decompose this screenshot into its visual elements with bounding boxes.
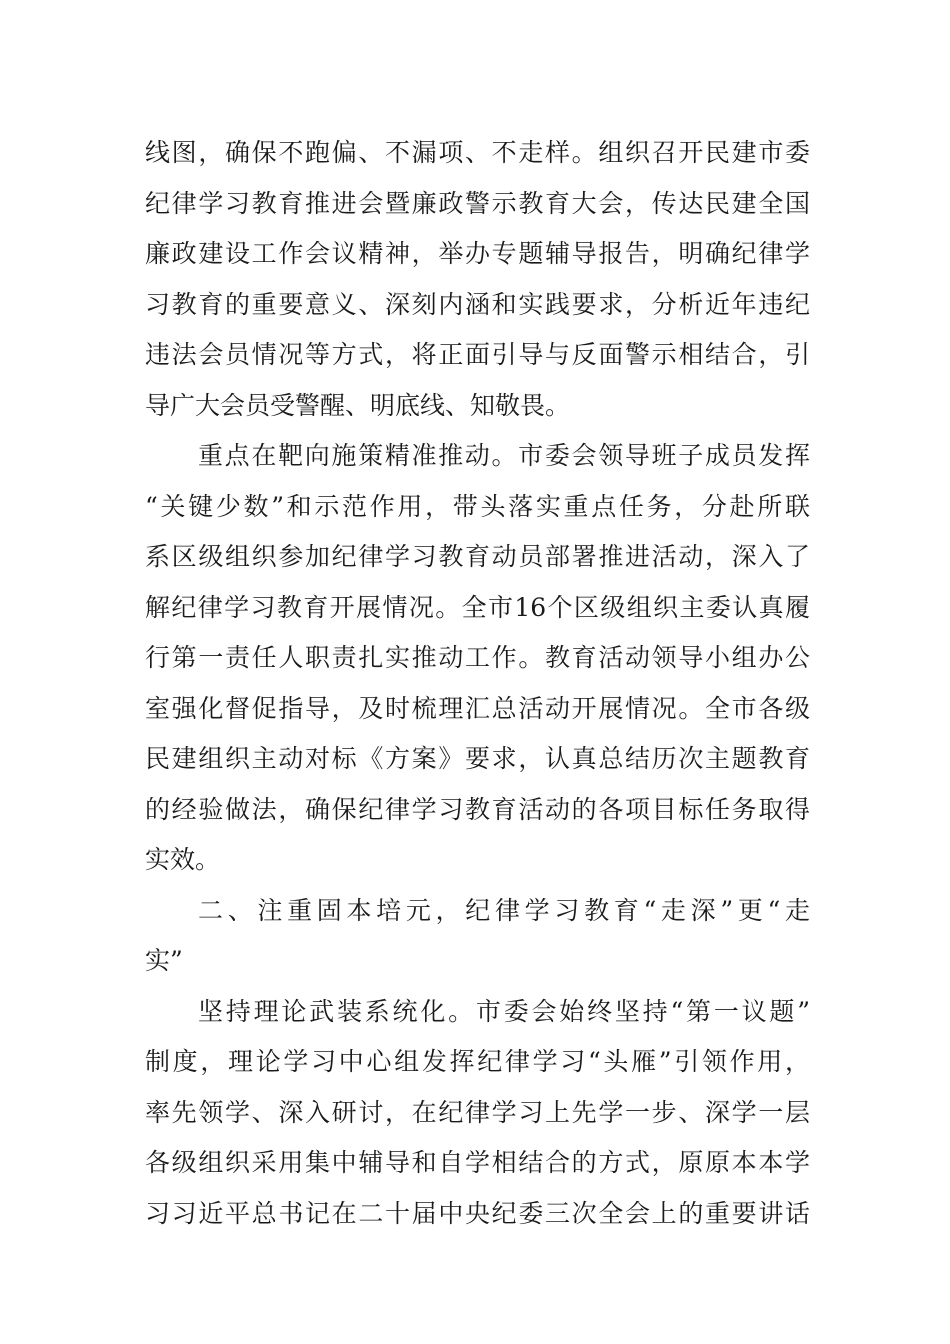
text-line: 纪律学习教育推进会暨廉政警示教育大会，传达民建全国 [145, 188, 810, 218]
text-line: 解纪律学习教育开展情况。全市16个区级组织主委认真履 [145, 592, 810, 622]
text-line: 率先领学、深入研讨，在纪律学习上先学一步、深学一层 [145, 1097, 810, 1127]
text-line: 系区级组织参加纪律学习教育动员部署推进活动，深入了 [145, 542, 810, 571]
text-line: 各级组织采用集中辅导和自学相结合的方式，原原本本学 [145, 1148, 810, 1177]
text-line: 制度，理论学习中心组发挥纪律学习“头雁”引领作用， [145, 1047, 810, 1076]
text-line: 室强化督促指导，及时梳理汇总活动开展情况。全市各级 [145, 693, 810, 723]
text-line: 的经验做法，确保纪律学习教育活动的各项目标任务取得 [145, 794, 810, 824]
text-line: 习习近平总书记在二十届中央纪委三次全会上的重要讲话 [145, 1198, 810, 1228]
text-line: 违法会员情况等方式，将正面引导与反面警示相结合，引 [145, 340, 810, 369]
text-line: “关键少数”和示范作用，带头落实重点任务，分赴所联 [145, 491, 810, 521]
text-line: 廉政建设工作会议精神，举办专题辅导报告，明确纪律学 [145, 239, 810, 268]
text-line: 民建组织主动对标《方案》要求，认真总结历次主题教育 [145, 744, 810, 773]
document-body [145, 128, 810, 1239]
text-line: 行第一责任人职责扎实推动工作。教育活动领导小组办公 [145, 643, 810, 672]
section-heading-line: 二、注重固本培元，纪律学习教育“走深”更“走 [198, 895, 810, 925]
text-line: 线图，确保不跑偏、不漏项、不走样。组织召开民建市委 [145, 138, 810, 167]
text-line: 习教育的重要意义、深刻内涵和实践要求，分析近年违纪 [145, 289, 810, 319]
text-line: 导广大会员受警醒、明底线、知敬畏。 [145, 390, 571, 420]
section-heading-line: 实” [145, 946, 183, 975]
paragraph-start-line: 坚持理论武装系统化。市委会始终坚持“第一议题” [198, 996, 810, 1026]
text-line: 实效。 [145, 845, 221, 874]
paragraph-start-line: 重点在靶向施策精准推动。市委会领导班子成员发挥 [198, 441, 810, 470]
